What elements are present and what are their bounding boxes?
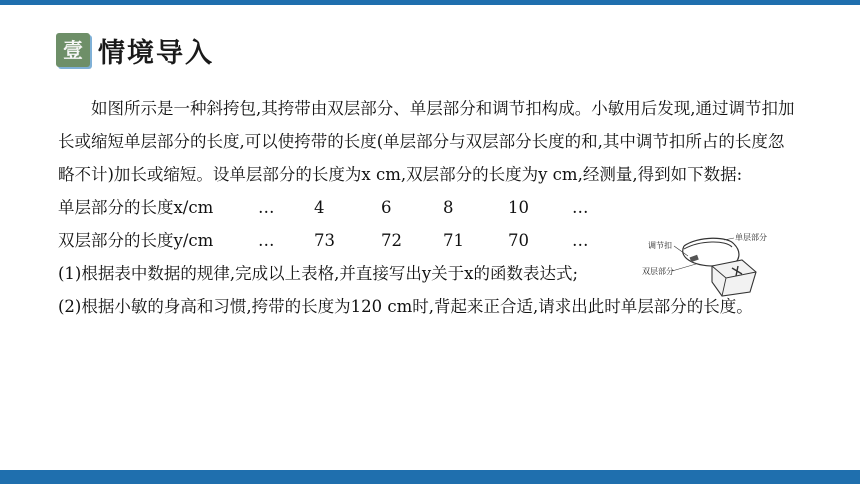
section-title: 情境导入 [98,37,214,69]
row-label-y: 双层部分的长度y/cm [58,231,214,250]
table-cell: 6 [381,198,392,217]
top-accent-bar [0,0,860,5]
question-2: (2)根据小敏的身高和习惯,挎带的长度为120 cm时,背起来正合适,请求出此时单层部分的长度。 [58,297,753,316]
label-single-layer: 单层部分 [735,233,767,242]
table-cell: … [572,231,589,250]
table-cell: 73 [314,231,335,250]
table-cell: 71 [443,231,464,250]
question-1: (1)根据表中数据的规律,完成以上表格,并直接写出y关于x的函数表达式; [58,264,579,283]
table-cell: … [258,231,275,250]
label-buckle: 调节扣 [648,241,672,250]
table-cell: 8 [443,198,454,217]
table-row-x [58,191,800,224]
table-cell: 10 [508,198,529,217]
crossbody-bag-figure [638,232,788,298]
section-number-badge [56,33,90,67]
table-cell: 72 [381,231,402,250]
table-cell: … [572,198,589,217]
problem-intro: 如图所示是一种斜挎包,其挎带由双层部分、单层部分和调节扣构成。小敏用后发现,通过调节扣加长或缩短单层部分的长度,可以使挎带的长度(单层部分与双层部分长度的和,其中调节扣所占的长度忽略不计)加长或缩短。设单层部分的长度为x cm,双层部分的长度为y cm,经测量,得到如下数据: [58,99,795,184]
badge-label: 壹 [63,38,83,62]
row-label-x: 单层部分的长度x/cm [58,198,214,217]
table-cell: … [258,198,275,217]
bottom-accent-bar [0,470,860,484]
table-cell: 4 [314,198,325,217]
label-double-layer: 双层部分 [642,267,674,276]
table-cell: 70 [508,231,529,250]
section-header [56,28,214,72]
